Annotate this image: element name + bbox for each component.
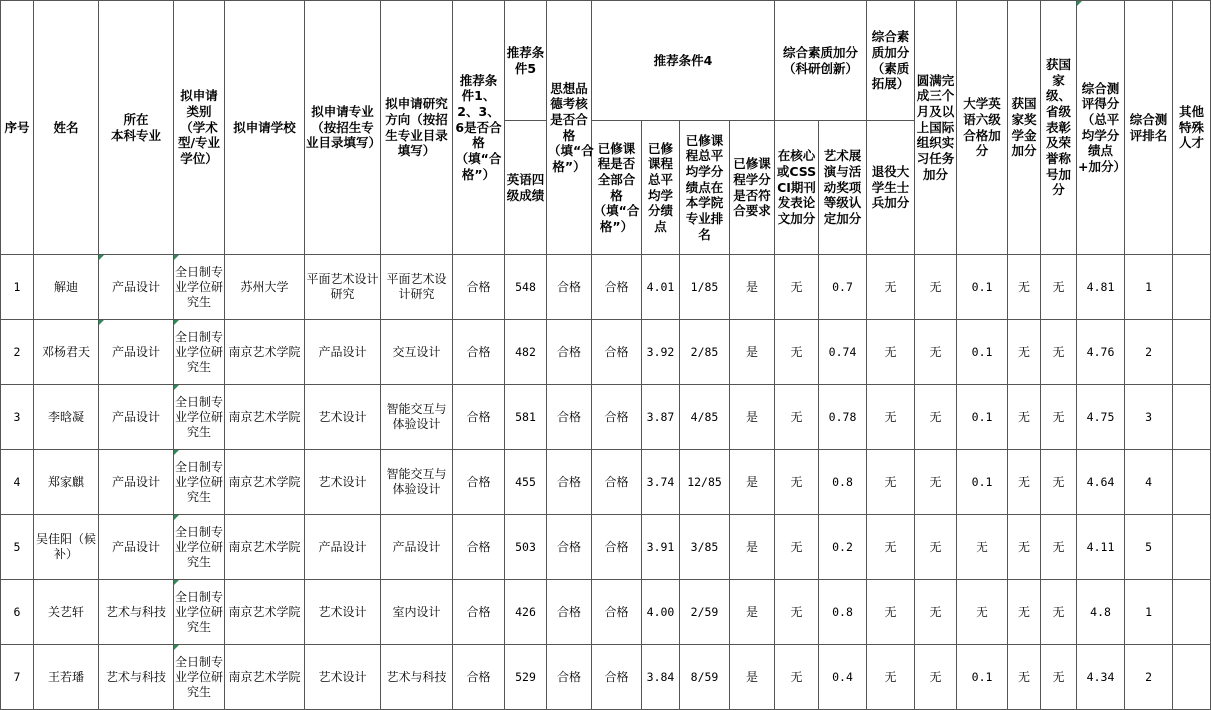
cell-scholarship[interactable]: 无 bbox=[1008, 515, 1041, 580]
cell-school[interactable]: 南京艺术学院 bbox=[225, 515, 305, 580]
cell-cond136[interactable]: 合格 bbox=[453, 450, 505, 515]
cell-special[interactable] bbox=[1173, 450, 1211, 515]
table-row bbox=[1, 450, 1211, 515]
cell-rank[interactable]: 1 bbox=[1125, 580, 1173, 645]
cell-cet4[interactable]: 529 bbox=[505, 645, 547, 710]
cell-gpa-rank[interactable]: 12/85 bbox=[680, 450, 730, 515]
cell-core-paper[interactable]: 无 bbox=[775, 645, 819, 710]
cell-seq[interactable]: 6 bbox=[1, 580, 34, 645]
header-cet4: 英语四级成绩 bbox=[505, 121, 547, 255]
cell-honors[interactable]: 无 bbox=[1041, 255, 1077, 320]
cell-cet6[interactable]: 无 bbox=[957, 580, 1008, 645]
cell-courses-pass[interactable]: 合格 bbox=[592, 515, 642, 580]
cell-moral[interactable]: 合格 bbox=[547, 450, 592, 515]
cell-intl-intern[interactable]: 无 bbox=[915, 255, 957, 320]
cell-core-paper[interactable]: 无 bbox=[775, 580, 819, 645]
table-row bbox=[1, 255, 1211, 320]
cell-rank[interactable]: 4 bbox=[1125, 450, 1173, 515]
cell-veteran[interactable]: 无 bbox=[867, 255, 915, 320]
cell-type[interactable]: 全日制专业学位研究生 bbox=[174, 320, 225, 385]
header-apply-major: 拟申请专业（按招生专业目录填写） bbox=[305, 1, 381, 255]
cell-apply-major[interactable]: 艺术设计 bbox=[305, 450, 381, 515]
cell-name[interactable]: 吴佳阳（候补） bbox=[34, 515, 99, 580]
cell-courses-pass[interactable]: 合格 bbox=[592, 320, 642, 385]
cell-gpa-rank[interactable]: 2/85 bbox=[680, 320, 730, 385]
header-total: 综合测评得分（总平均学分绩点+加分） bbox=[1077, 1, 1125, 255]
header-veteran: 退役大学生士兵加分 bbox=[867, 121, 915, 255]
cell-cet6[interactable]: 0.1 bbox=[957, 645, 1008, 710]
header-gpa-rank: 已修课程总平均学分绩点在本学院专业排名 bbox=[680, 121, 730, 255]
table-row bbox=[1, 515, 1211, 580]
header-direction: 拟申请研究方向（按招生专业目录填写） bbox=[381, 1, 453, 255]
cell-intl-intern[interactable]: 无 bbox=[915, 385, 957, 450]
cell-seq[interactable]: 1 bbox=[1, 255, 34, 320]
cell-type[interactable]: 全日制专业学位研究生 bbox=[174, 255, 225, 320]
cell-cet4[interactable]: 581 bbox=[505, 385, 547, 450]
cell-honors[interactable]: 无 bbox=[1041, 385, 1077, 450]
cell-veteran[interactable]: 无 bbox=[867, 385, 915, 450]
cell-intl-intern[interactable]: 无 bbox=[915, 645, 957, 710]
cell-major[interactable]: 产品设计 bbox=[99, 385, 174, 450]
cell-intl-intern[interactable]: 无 bbox=[915, 320, 957, 385]
cell-rank[interactable]: 2 bbox=[1125, 320, 1173, 385]
cell-total[interactable]: 4.75 bbox=[1077, 385, 1125, 450]
header-cond5: 推荐条件5 bbox=[505, 1, 547, 121]
cell-scholarship[interactable]: 无 bbox=[1008, 580, 1041, 645]
cell-apply-major[interactable]: 产品设计 bbox=[305, 320, 381, 385]
header-courses-pass: 已修课程是否全部合格（填“合格”） bbox=[592, 121, 642, 255]
cell-cond136[interactable]: 合格 bbox=[453, 385, 505, 450]
cell-art-award[interactable]: 0.78 bbox=[819, 385, 867, 450]
cell-honors[interactable]: 无 bbox=[1041, 450, 1077, 515]
cell-intl-intern[interactable]: 无 bbox=[915, 450, 957, 515]
cell-type[interactable]: 全日制专业学位研究生 bbox=[174, 645, 225, 710]
cell-school[interactable]: 南京艺术学院 bbox=[225, 580, 305, 645]
cell-cet6[interactable]: 0.1 bbox=[957, 320, 1008, 385]
cell-courses-pass[interactable]: 合格 bbox=[592, 255, 642, 320]
cell-art-award[interactable]: 0.74 bbox=[819, 320, 867, 385]
cell-veteran[interactable]: 无 bbox=[867, 320, 915, 385]
cell-school[interactable]: 南京艺术学院 bbox=[225, 450, 305, 515]
header-core-paper: 在核心或CSSCI期刊发表论文加分 bbox=[775, 121, 819, 255]
cell-credits-ok[interactable]: 是 bbox=[730, 385, 775, 450]
cell-art-award[interactable]: 0.8 bbox=[819, 450, 867, 515]
cell-total[interactable]: 4.8 bbox=[1077, 580, 1125, 645]
cell-type[interactable]: 全日制专业学位研究生 bbox=[174, 515, 225, 580]
cell-major[interactable]: 产品设计 bbox=[99, 515, 174, 580]
cell-core-paper[interactable]: 无 bbox=[775, 255, 819, 320]
header-cond4: 推荐条件4 bbox=[592, 1, 775, 121]
cell-type[interactable]: 全日制专业学位研究生 bbox=[174, 580, 225, 645]
cell-school[interactable]: 南京艺术学院 bbox=[225, 645, 305, 710]
cell-major[interactable]: 产品设计 bbox=[99, 255, 174, 320]
cell-apply-major[interactable]: 艺术设计 bbox=[305, 385, 381, 450]
header-art-award: 艺术展演与活动奖项等级认定加分 bbox=[819, 121, 867, 255]
cell-apply-major[interactable]: 艺术设计 bbox=[305, 645, 381, 710]
cell-seq[interactable]: 5 bbox=[1, 515, 34, 580]
header-cet6: 大学英语六级合格加分 bbox=[957, 1, 1008, 255]
cell-seq[interactable]: 3 bbox=[1, 385, 34, 450]
cell-cond136[interactable]: 合格 bbox=[453, 515, 505, 580]
cell-name[interactable]: 郑家麒 bbox=[34, 450, 99, 515]
cell-scholarship[interactable]: 无 bbox=[1008, 645, 1041, 710]
cell-gpa[interactable]: 3.91 bbox=[642, 515, 680, 580]
cell-school[interactable]: 南京艺术学院 bbox=[225, 320, 305, 385]
header-research-bonus: 综合素质加分（科研创新） bbox=[775, 1, 867, 121]
cell-seq[interactable]: 4 bbox=[1, 450, 34, 515]
cell-special[interactable] bbox=[1173, 255, 1211, 320]
cell-credits-ok[interactable]: 是 bbox=[730, 580, 775, 645]
cell-cet4[interactable]: 503 bbox=[505, 515, 547, 580]
header-row-top bbox=[1, 1, 1211, 121]
cell-special[interactable] bbox=[1173, 320, 1211, 385]
header-school: 拟申请学校 bbox=[225, 1, 305, 255]
cell-gpa-rank[interactable]: 3/85 bbox=[680, 515, 730, 580]
cell-cet6[interactable]: 0.1 bbox=[957, 385, 1008, 450]
cell-courses-pass[interactable]: 合格 bbox=[592, 385, 642, 450]
cell-total[interactable]: 4.11 bbox=[1077, 515, 1125, 580]
cell-special[interactable] bbox=[1173, 385, 1211, 450]
cell-cond136[interactable]: 合格 bbox=[453, 255, 505, 320]
cell-gpa-rank[interactable]: 1/85 bbox=[680, 255, 730, 320]
cell-gpa-rank[interactable]: 2/59 bbox=[680, 580, 730, 645]
cell-core-paper[interactable]: 无 bbox=[775, 515, 819, 580]
cell-major[interactable]: 艺术与科技 bbox=[99, 580, 174, 645]
header-special: 其他特殊人才 bbox=[1173, 1, 1211, 255]
cell-art-award[interactable]: 0.2 bbox=[819, 515, 867, 580]
cell-name[interactable]: 李晗凝 bbox=[34, 385, 99, 450]
cell-total[interactable]: 4.64 bbox=[1077, 450, 1125, 515]
header-honors: 获国家级、省级表彰及荣誉称号加分 bbox=[1041, 1, 1077, 255]
cell-credits-ok[interactable]: 是 bbox=[730, 515, 775, 580]
cell-gpa-rank[interactable]: 8/59 bbox=[680, 645, 730, 710]
table-row bbox=[1, 580, 1211, 645]
cell-scholarship[interactable]: 无 bbox=[1008, 450, 1041, 515]
cell-cet6[interactable]: 无 bbox=[957, 515, 1008, 580]
cell-school[interactable]: 南京艺术学院 bbox=[225, 385, 305, 450]
cell-scholarship[interactable]: 无 bbox=[1008, 385, 1041, 450]
header-expand-bonus: 综合素质加分（素质拓展） bbox=[867, 1, 915, 121]
cell-type[interactable]: 全日制专业学位研究生 bbox=[174, 450, 225, 515]
cell-credits-ok[interactable]: 是 bbox=[730, 320, 775, 385]
cell-moral[interactable]: 合格 bbox=[547, 580, 592, 645]
cell-direction[interactable]: 室内设计 bbox=[381, 580, 453, 645]
cell-apply-major[interactable]: 平面艺术设计研究 bbox=[305, 255, 381, 320]
cell-scholarship[interactable]: 无 bbox=[1008, 255, 1041, 320]
cell-name[interactable]: 王若璠 bbox=[34, 645, 99, 710]
cell-courses-pass[interactable]: 合格 bbox=[592, 645, 642, 710]
cell-apply-major[interactable]: 产品设计 bbox=[305, 515, 381, 580]
cell-type[interactable]: 全日制专业学位研究生 bbox=[174, 385, 225, 450]
table-row bbox=[1, 385, 1211, 450]
cell-moral[interactable]: 合格 bbox=[547, 255, 592, 320]
cell-apply-major[interactable]: 艺术设计 bbox=[305, 580, 381, 645]
cell-cet6[interactable]: 0.1 bbox=[957, 450, 1008, 515]
cell-total[interactable]: 4.81 bbox=[1077, 255, 1125, 320]
cell-cet4[interactable]: 426 bbox=[505, 580, 547, 645]
cell-moral[interactable]: 合格 bbox=[547, 515, 592, 580]
cell-direction[interactable]: 智能交互与体验设计 bbox=[381, 385, 453, 450]
cell-courses-pass[interactable]: 合格 bbox=[592, 580, 642, 645]
cell-gpa[interactable]: 3.74 bbox=[642, 450, 680, 515]
cell-art-award[interactable]: 0.4 bbox=[819, 645, 867, 710]
cell-honors[interactable]: 无 bbox=[1041, 320, 1077, 385]
cell-honors[interactable]: 无 bbox=[1041, 645, 1077, 710]
cell-major[interactable]: 产品设计 bbox=[99, 450, 174, 515]
cell-gpa[interactable]: 4.01 bbox=[642, 255, 680, 320]
cell-art-award[interactable]: 0.8 bbox=[819, 580, 867, 645]
table-row bbox=[1, 320, 1211, 385]
cell-major[interactable]: 艺术与科技 bbox=[99, 645, 174, 710]
cell-special[interactable] bbox=[1173, 515, 1211, 580]
cell-honors[interactable]: 无 bbox=[1041, 515, 1077, 580]
cell-school[interactable]: 苏州大学 bbox=[225, 255, 305, 320]
cell-scholarship[interactable]: 无 bbox=[1008, 320, 1041, 385]
cell-gpa-rank[interactable]: 4/85 bbox=[680, 385, 730, 450]
cell-gpa[interactable]: 4.00 bbox=[642, 580, 680, 645]
cell-seq[interactable]: 2 bbox=[1, 320, 34, 385]
cell-total[interactable]: 4.76 bbox=[1077, 320, 1125, 385]
cell-rank[interactable]: 3 bbox=[1125, 385, 1173, 450]
cell-major[interactable]: 产品设计 bbox=[99, 320, 174, 385]
cell-special[interactable] bbox=[1173, 645, 1211, 710]
cell-name[interactable]: 邓杨君天 bbox=[34, 320, 99, 385]
cell-gpa[interactable]: 3.92 bbox=[642, 320, 680, 385]
cell-moral[interactable]: 合格 bbox=[547, 645, 592, 710]
header-major: 所在 本科专业 bbox=[99, 1, 174, 255]
cell-cet4[interactable]: 548 bbox=[505, 255, 547, 320]
cell-art-award[interactable]: 0.7 bbox=[819, 255, 867, 320]
cell-direction[interactable]: 艺术与科技 bbox=[381, 645, 453, 710]
cell-veteran[interactable]: 无 bbox=[867, 580, 915, 645]
cell-gpa[interactable]: 3.87 bbox=[642, 385, 680, 450]
cell-credits-ok[interactable]: 是 bbox=[730, 255, 775, 320]
table-body bbox=[1, 255, 1211, 710]
header-cond136: 推荐条件1、2、3、6是否合格（填“合格”） bbox=[453, 1, 505, 255]
cell-gpa[interactable]: 3.84 bbox=[642, 645, 680, 710]
cell-rank[interactable]: 2 bbox=[1125, 645, 1173, 710]
cell-intl-intern[interactable]: 无 bbox=[915, 580, 957, 645]
cell-seq[interactable]: 7 bbox=[1, 645, 34, 710]
cell-direction[interactable]: 产品设计 bbox=[381, 515, 453, 580]
cell-name[interactable]: 解迪 bbox=[34, 255, 99, 320]
cell-name[interactable]: 关艺轩 bbox=[34, 580, 99, 645]
cell-credits-ok[interactable]: 是 bbox=[730, 645, 775, 710]
header-scholarship: 获国家奖学金加分 bbox=[1008, 1, 1041, 255]
header-moral: 思想品德考核是否合格（填“合格”） bbox=[547, 1, 592, 255]
cell-cond136[interactable]: 合格 bbox=[453, 320, 505, 385]
cell-rank[interactable]: 5 bbox=[1125, 515, 1173, 580]
cell-cond136[interactable]: 合格 bbox=[453, 645, 505, 710]
cell-cet6[interactable]: 0.1 bbox=[957, 255, 1008, 320]
cell-cet4[interactable]: 455 bbox=[505, 450, 547, 515]
cell-core-paper[interactable]: 无 bbox=[775, 320, 819, 385]
table-row bbox=[1, 645, 1211, 710]
cell-moral[interactable]: 合格 bbox=[547, 385, 592, 450]
cell-rank[interactable]: 1 bbox=[1125, 255, 1173, 320]
cell-direction[interactable]: 平面艺术设计研究 bbox=[381, 255, 453, 320]
cell-courses-pass[interactable]: 合格 bbox=[592, 450, 642, 515]
header-intl-intern: 圆满完成三个月及以上国际组织实习任务加分 bbox=[915, 1, 957, 255]
cell-core-paper[interactable]: 无 bbox=[775, 385, 819, 450]
cell-direction[interactable]: 智能交互与体验设计 bbox=[381, 450, 453, 515]
header-seq: 序号 bbox=[1, 1, 34, 255]
header-rank: 综合测评排名 bbox=[1125, 1, 1173, 255]
cell-intl-intern[interactable]: 无 bbox=[915, 515, 957, 580]
cell-veteran[interactable]: 无 bbox=[867, 515, 915, 580]
header-name: 姓名 bbox=[34, 1, 99, 255]
cell-veteran[interactable]: 无 bbox=[867, 450, 915, 515]
cell-moral[interactable]: 合格 bbox=[547, 320, 592, 385]
cell-cond136[interactable]: 合格 bbox=[453, 580, 505, 645]
cell-veteran[interactable]: 无 bbox=[867, 645, 915, 710]
header-gpa: 已修课程总平均学分绩点 bbox=[642, 121, 680, 255]
cell-cet4[interactable]: 482 bbox=[505, 320, 547, 385]
header-type: 拟申请类别（学术型/专业学位） bbox=[174, 1, 225, 255]
cell-honors[interactable]: 无 bbox=[1041, 580, 1077, 645]
cell-direction[interactable]: 交互设计 bbox=[381, 320, 453, 385]
cell-core-paper[interactable]: 无 bbox=[775, 450, 819, 515]
header-credits-ok: 已修课程学分是否符合要求 bbox=[730, 121, 775, 255]
cell-special[interactable] bbox=[1173, 580, 1211, 645]
cell-credits-ok[interactable]: 是 bbox=[730, 450, 775, 515]
cell-total[interactable]: 4.34 bbox=[1077, 645, 1125, 710]
